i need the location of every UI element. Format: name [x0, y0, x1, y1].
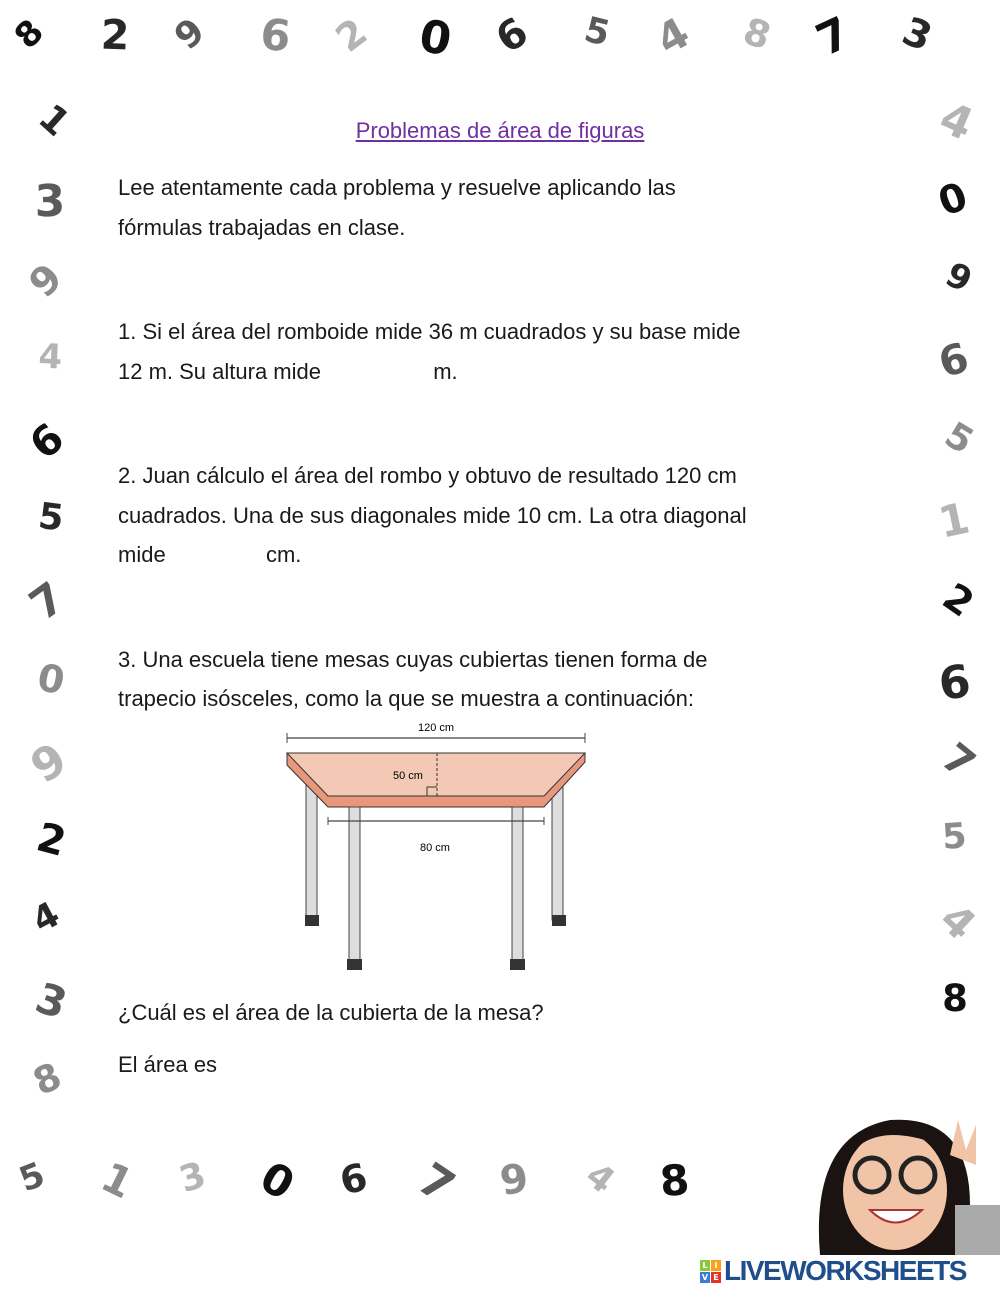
- decor-digit: 0: [415, 8, 456, 67]
- decor-digit: 2: [100, 10, 131, 60]
- decor-digit: 8: [738, 9, 776, 59]
- decor-digit: 7: [408, 1152, 465, 1214]
- page-title: Problemas de área de figuras: [355, 118, 645, 143]
- decor-digit: 4: [648, 7, 698, 65]
- problem-3-question: ¿Cuál es el área de la cubierta de la mesa?: [118, 1000, 544, 1025]
- decor-digit: 6: [935, 654, 974, 711]
- decor-digit: 9: [938, 254, 979, 302]
- decor-digit: 4: [37, 336, 64, 378]
- problem-1-text: 12 m. Su altura mide: [118, 359, 321, 384]
- top-base-label: 120 cm: [417, 722, 455, 734]
- decor-digit: 5: [580, 9, 614, 55]
- decor-digit: 9: [167, 10, 213, 59]
- problem-1-line-1: 1. Si el área del romboide mide 36 m cuadrados y su base mide: [118, 319, 741, 344]
- decor-digit: 8: [6, 11, 52, 57]
- decor-digit: 1: [93, 1152, 141, 1209]
- decor-digit: 9: [496, 1155, 532, 1205]
- decor-digit: 1: [934, 493, 974, 549]
- decor-digit: 2: [934, 574, 982, 626]
- problem-2-text: mide: [118, 542, 166, 567]
- decor-digit: 7: [932, 734, 984, 788]
- decor-digit: 7: [20, 572, 75, 631]
- problem-2-unit: cm.: [265, 542, 302, 567]
- decor-digit: 5: [937, 414, 981, 463]
- trapezoid-table-figure: [280, 715, 600, 985]
- decor-digit: 0: [932, 174, 974, 226]
- decor-digit: 5: [35, 495, 66, 540]
- teacher-avatar: [800, 1095, 1000, 1255]
- decor-digit: 0: [33, 654, 69, 704]
- live-badge-icon: L I V E: [700, 1260, 721, 1283]
- decor-digit: 9: [20, 255, 72, 307]
- decor-digit: 4: [578, 1155, 622, 1202]
- intro-line-1: Lee atentamente cada problema y resuelve aplicando las: [118, 175, 676, 200]
- decor-digit: 6: [257, 9, 293, 63]
- problem-1-line-2: [118, 352, 458, 392]
- decor-digit: 4: [932, 92, 981, 152]
- problem-2-line-2: cuadrados. Una de sus diagonales mide 10 cm. La otra diagonal: [118, 503, 747, 528]
- decor-digit: 8: [26, 1054, 68, 1104]
- problem-3-line-1: 3. Una escuela tiene mesas cuyas cubiertas tienen forma de: [118, 647, 708, 672]
- decor-digit: 2: [327, 9, 376, 61]
- logo-text: LIVEWORKSHEETS: [724, 1255, 966, 1286]
- decor-digit: 3: [29, 972, 74, 1029]
- problem-2-line-1: 2. Juan cálculo el área del rombo y obtuvo de resultado 120 cm: [118, 463, 737, 488]
- problem-1-unit: m.: [433, 359, 458, 384]
- decor-digit: 3: [34, 175, 66, 228]
- decor-digit: 4: [930, 893, 986, 950]
- decor-digit: 0: [251, 1152, 303, 1211]
- answer-prefix: El área es: [118, 1052, 218, 1077]
- problem-2-line-3: [118, 535, 301, 575]
- decor-digit: 3: [896, 8, 939, 61]
- decor-digit: 8: [657, 1154, 692, 1207]
- decor-digit: 3: [174, 1154, 211, 1202]
- height-label: 50 cm: [393, 770, 423, 782]
- decor-digit: 4: [26, 894, 67, 942]
- problem-3-line-2: trapecio isósceles, como la que se muestra a continuación:: [118, 686, 694, 711]
- bottom-base-label: 80 cm: [420, 842, 450, 854]
- decor-digit: 6: [335, 1154, 372, 1204]
- decor-digit: 7: [808, 7, 859, 67]
- decor-digit: 9: [21, 732, 76, 794]
- decor-digit: 2: [31, 814, 71, 866]
- decor-digit: 1: [30, 95, 79, 145]
- decor-digit: 5: [940, 816, 968, 858]
- decor-digit: 8: [942, 977, 968, 1020]
- intro-line-2: fórmulas trabajadas en clase.: [118, 215, 406, 240]
- liveworksheets-logo: [700, 1255, 966, 1287]
- decor-digit: 6: [20, 413, 74, 469]
- decor-digit: 6: [933, 333, 974, 388]
- decor-digit: 5: [13, 1154, 51, 1201]
- problem-3-answer-line: [118, 1045, 423, 1085]
- decor-digit: 6: [488, 8, 537, 63]
